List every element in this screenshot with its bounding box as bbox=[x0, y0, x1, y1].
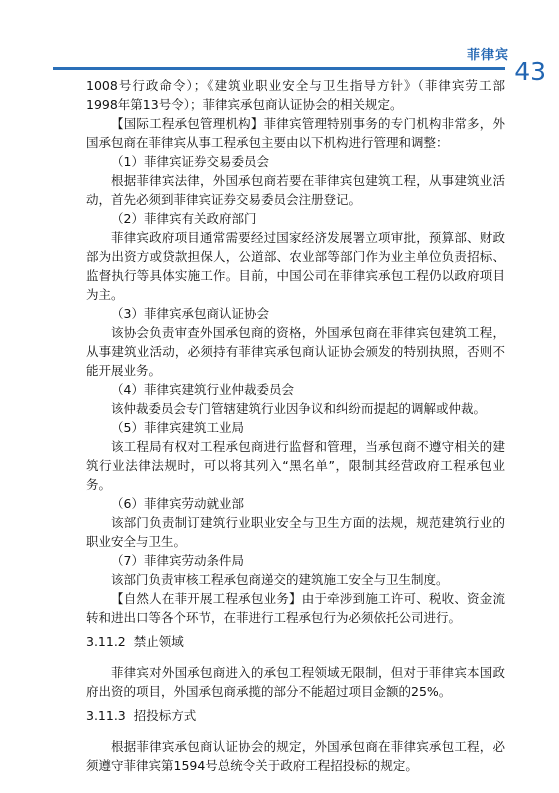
paragraph-natural-person: 【自然人在菲开展工程承包业务】由于牵涉到施工许可、税收、资金流转和进出口等各个环节，在菲进行工程承包行为必须依托公司进行。 bbox=[86, 591, 505, 625]
paragraph-bidding: 根据菲律宾承包商认证协会的规定，外国承包商在菲律宾承包工程，必须遵守菲律宾第1594号总统令关于政府工程招投标的规定。 bbox=[86, 739, 505, 773]
agency-6-text: 该部门负责制订建筑行业职业安全与卫生方面的法规，规范建筑行业的职业安全与卫生。 bbox=[86, 515, 505, 549]
section-heading-prohibited bbox=[86, 632, 505, 651]
agency-2-title: （2）菲律宾有关政府部门 bbox=[111, 211, 257, 226]
page-number: 43 bbox=[514, 57, 546, 86]
running-header-title: 菲律宾 bbox=[466, 48, 509, 63]
agency-1-text: 根据菲律宾法律，外国承包商若要在菲律宾包建筑工程，从事建筑业活动，首先必须到菲律宾证券交易委员会注册登记。 bbox=[86, 173, 505, 207]
agency-3-text: 该协会负责审查外国承包商的资格，外国承包商在菲律宾包建筑工程，从事建筑业活动，必须持有菲律宾承包商认证协会颁发的特别执照，否则不能开展业务。 bbox=[86, 325, 505, 378]
agency-5-title: （5）菲律宾建筑工业局 bbox=[111, 420, 244, 435]
agency-7-title: （7）菲律宾劳动条件局 bbox=[111, 553, 244, 568]
section-title: 招投标方式 bbox=[133, 708, 197, 723]
section-number: 3.11.3 bbox=[86, 708, 126, 723]
paragraph-continuation: 1008号行政命令）；《建筑业职业安全与卫生指导方针》（菲律宾劳工部1998年第13号令）；菲律宾承包商认证协会的相关规定。 bbox=[86, 78, 505, 112]
section-number: 3.11.2 bbox=[86, 634, 126, 649]
agency-1-title: （1）菲律宾证券交易委员会 bbox=[111, 154, 269, 169]
page-body bbox=[86, 76, 505, 775]
agency-3-title: （3）菲律宾承包商认证协会 bbox=[111, 306, 269, 321]
paragraph-agencies-intro: 【国际工程承包管理机构】菲律宾管理特别事务的专门机构非常多，外国承包商在菲律宾从事工程承包主要由以下机构进行管理和调整： bbox=[86, 116, 505, 150]
paragraph-prohibited: 菲律宾对外国承包商进入的承包工程领域无限制，但对于菲律宾本国政府出资的项目，外国承包商承揽的部分不能超过项目金额的25%。 bbox=[86, 665, 505, 699]
agency-6-title: （6）菲律宾劳动就业部 bbox=[111, 496, 244, 511]
agency-4-text: 该仲裁委员会专门管辖建筑行业因争议和纠纷而提起的调解或仲裁。 bbox=[111, 401, 487, 416]
agency-5-text: 该工程局有权对工程承包商进行监督和管理，当承包商不遵守相关的建筑行业法律法规时，可以将其列入“黑名单”，限制其经营政府工程承包业务。 bbox=[86, 439, 505, 492]
section-title: 禁止领域 bbox=[133, 634, 184, 649]
header-rule bbox=[53, 67, 505, 70]
agency-4-title: （4）菲律宾建筑行业仲裁委员会 bbox=[111, 382, 294, 397]
agency-2-text: 菲律宾政府项目通常需要经过国家经济发展署立项审批，预算部、财政部为出资方或贷款担保人，公道部、农业部等部门作为业主单位负责招标、监督执行等具体实施工作。目前，中国公司在菲律宾承包工程仍以政府项目为主。 bbox=[86, 230, 505, 302]
page-header bbox=[0, 0, 559, 86]
agency-7-text: 该部门负责审核工程承包商递交的建筑施工安全与卫生制度。 bbox=[111, 572, 449, 587]
section-heading-bidding bbox=[86, 706, 505, 725]
